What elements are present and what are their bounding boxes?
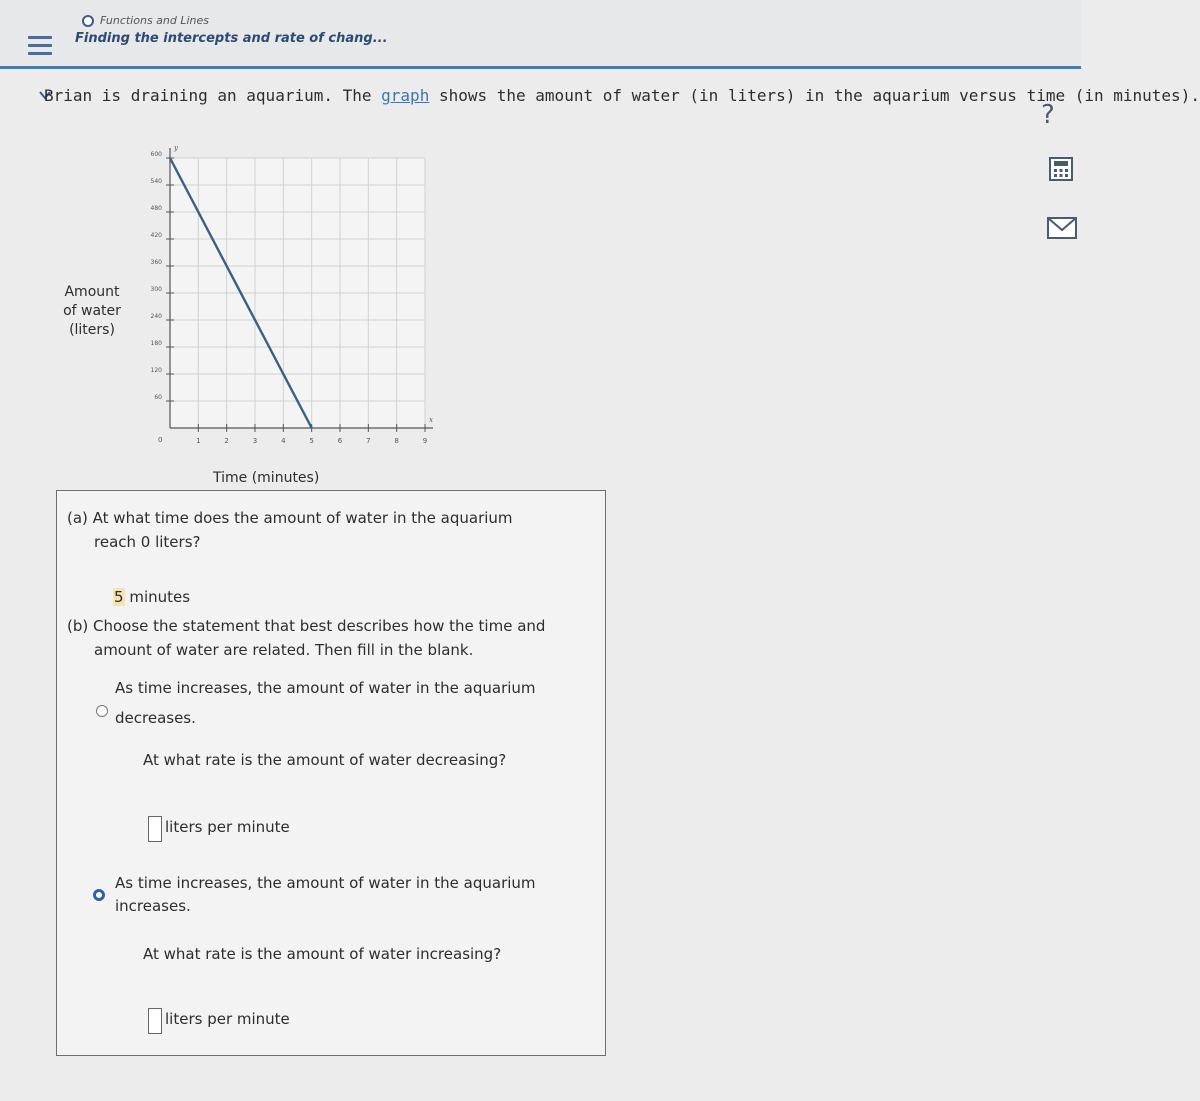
prompt-before: Brian is draining an aquarium. The <box>44 86 382 105</box>
option-decreases-line1: As time increases, the amount of water in the aquarium <box>115 679 536 697</box>
y-axis-marker: y <box>174 144 178 152</box>
x-axis-label: Time (minutes) <box>213 470 320 486</box>
calculator-icon[interactable] <box>1049 157 1073 181</box>
question-card <box>56 490 606 1056</box>
option-decreases-followup: At what rate is the amount of water decreasing? <box>143 751 507 769</box>
option-decreases-radio[interactable] <box>96 705 108 717</box>
option-increases-followup: At what rate is the amount of water increasing? <box>143 945 502 963</box>
x-tick-label: 9 <box>422 437 428 445</box>
y-tick-label: 540 <box>150 178 162 185</box>
decrease-rate-unit: liters per minute <box>165 818 290 836</box>
y-tick-label: 120 <box>150 367 162 374</box>
decrease-rate-input[interactable] <box>148 816 162 842</box>
y-axis-label-line: (liters) <box>69 322 115 338</box>
x-tick-label: 1 <box>196 437 201 445</box>
part-a-answer-unit: minutes <box>129 588 191 606</box>
breadcrumb <box>82 14 209 27</box>
increase-rate-input[interactable] <box>148 1008 162 1034</box>
y-tick-label: 420 <box>150 232 162 239</box>
part-a-question-line1: (a) At what time does the amount of water in the aquarium <box>67 509 513 527</box>
mail-icon[interactable] <box>1047 217 1077 239</box>
part-b-prompt-line1: (b) Choose the statement that best describes how the time and <box>67 617 546 635</box>
problem-statement <box>44 86 1200 106</box>
increase-rate-unit: liters per minute <box>165 1010 290 1028</box>
y-axis-label-line: Amount <box>64 284 120 300</box>
help-icon[interactable]: ? <box>1041 100 1055 130</box>
y-tick-label: 240 <box>150 313 162 320</box>
origin-label: 0 <box>158 436 163 444</box>
prompt-after: shows the amount of water (in liters) in the aquarium versus time (in minutes). <box>429 86 1200 105</box>
chart-svg <box>130 128 440 448</box>
top-bar-accent <box>0 66 1081 69</box>
part-a-answer-value[interactable]: 5 <box>114 588 124 606</box>
part-b-prompt-line2: amount of water are related. Then fill in the blank. <box>94 641 474 659</box>
y-tick-label: 60 <box>154 394 162 401</box>
part-a-answer <box>113 588 190 606</box>
option-increases-line2: increases. <box>115 897 191 915</box>
option-increases-radio[interactable] <box>93 889 105 901</box>
x-tick-label: 8 <box>394 437 399 445</box>
option-increases-line1: As time increases, the amount of water in the aquarium <box>115 874 536 892</box>
y-axis-label <box>52 283 132 340</box>
x-tick-label: 6 <box>337 437 343 445</box>
y-axis-label-line: of water <box>63 303 121 319</box>
graph <box>130 128 440 448</box>
option-decreases-line2: decreases. <box>115 709 196 727</box>
x-tick-label: 4 <box>281 437 286 445</box>
x-tick-label: 2 <box>224 437 229 445</box>
x-tick-label: 3 <box>252 437 258 445</box>
topic-title: Finding the intercepts and rate of chang... <box>75 31 388 46</box>
x-tick-label: 7 <box>366 437 371 445</box>
y-tick-label: 600 <box>150 151 162 158</box>
x-tick-label: 5 <box>309 437 314 445</box>
part-a-question-line2: reach 0 liters? <box>94 533 201 551</box>
y-tick-label: 180 <box>150 340 162 347</box>
topic-dot-icon <box>82 15 94 27</box>
y-tick-label: 300 <box>150 286 162 293</box>
y-tick-label: 480 <box>150 205 162 212</box>
y-tick-label: 360 <box>150 259 162 266</box>
graph-link[interactable]: graph <box>381 86 430 105</box>
x-axis-marker: x <box>429 416 433 424</box>
menu-icon[interactable] <box>28 36 52 56</box>
breadcrumb-label: Functions and Lines <box>100 14 210 27</box>
